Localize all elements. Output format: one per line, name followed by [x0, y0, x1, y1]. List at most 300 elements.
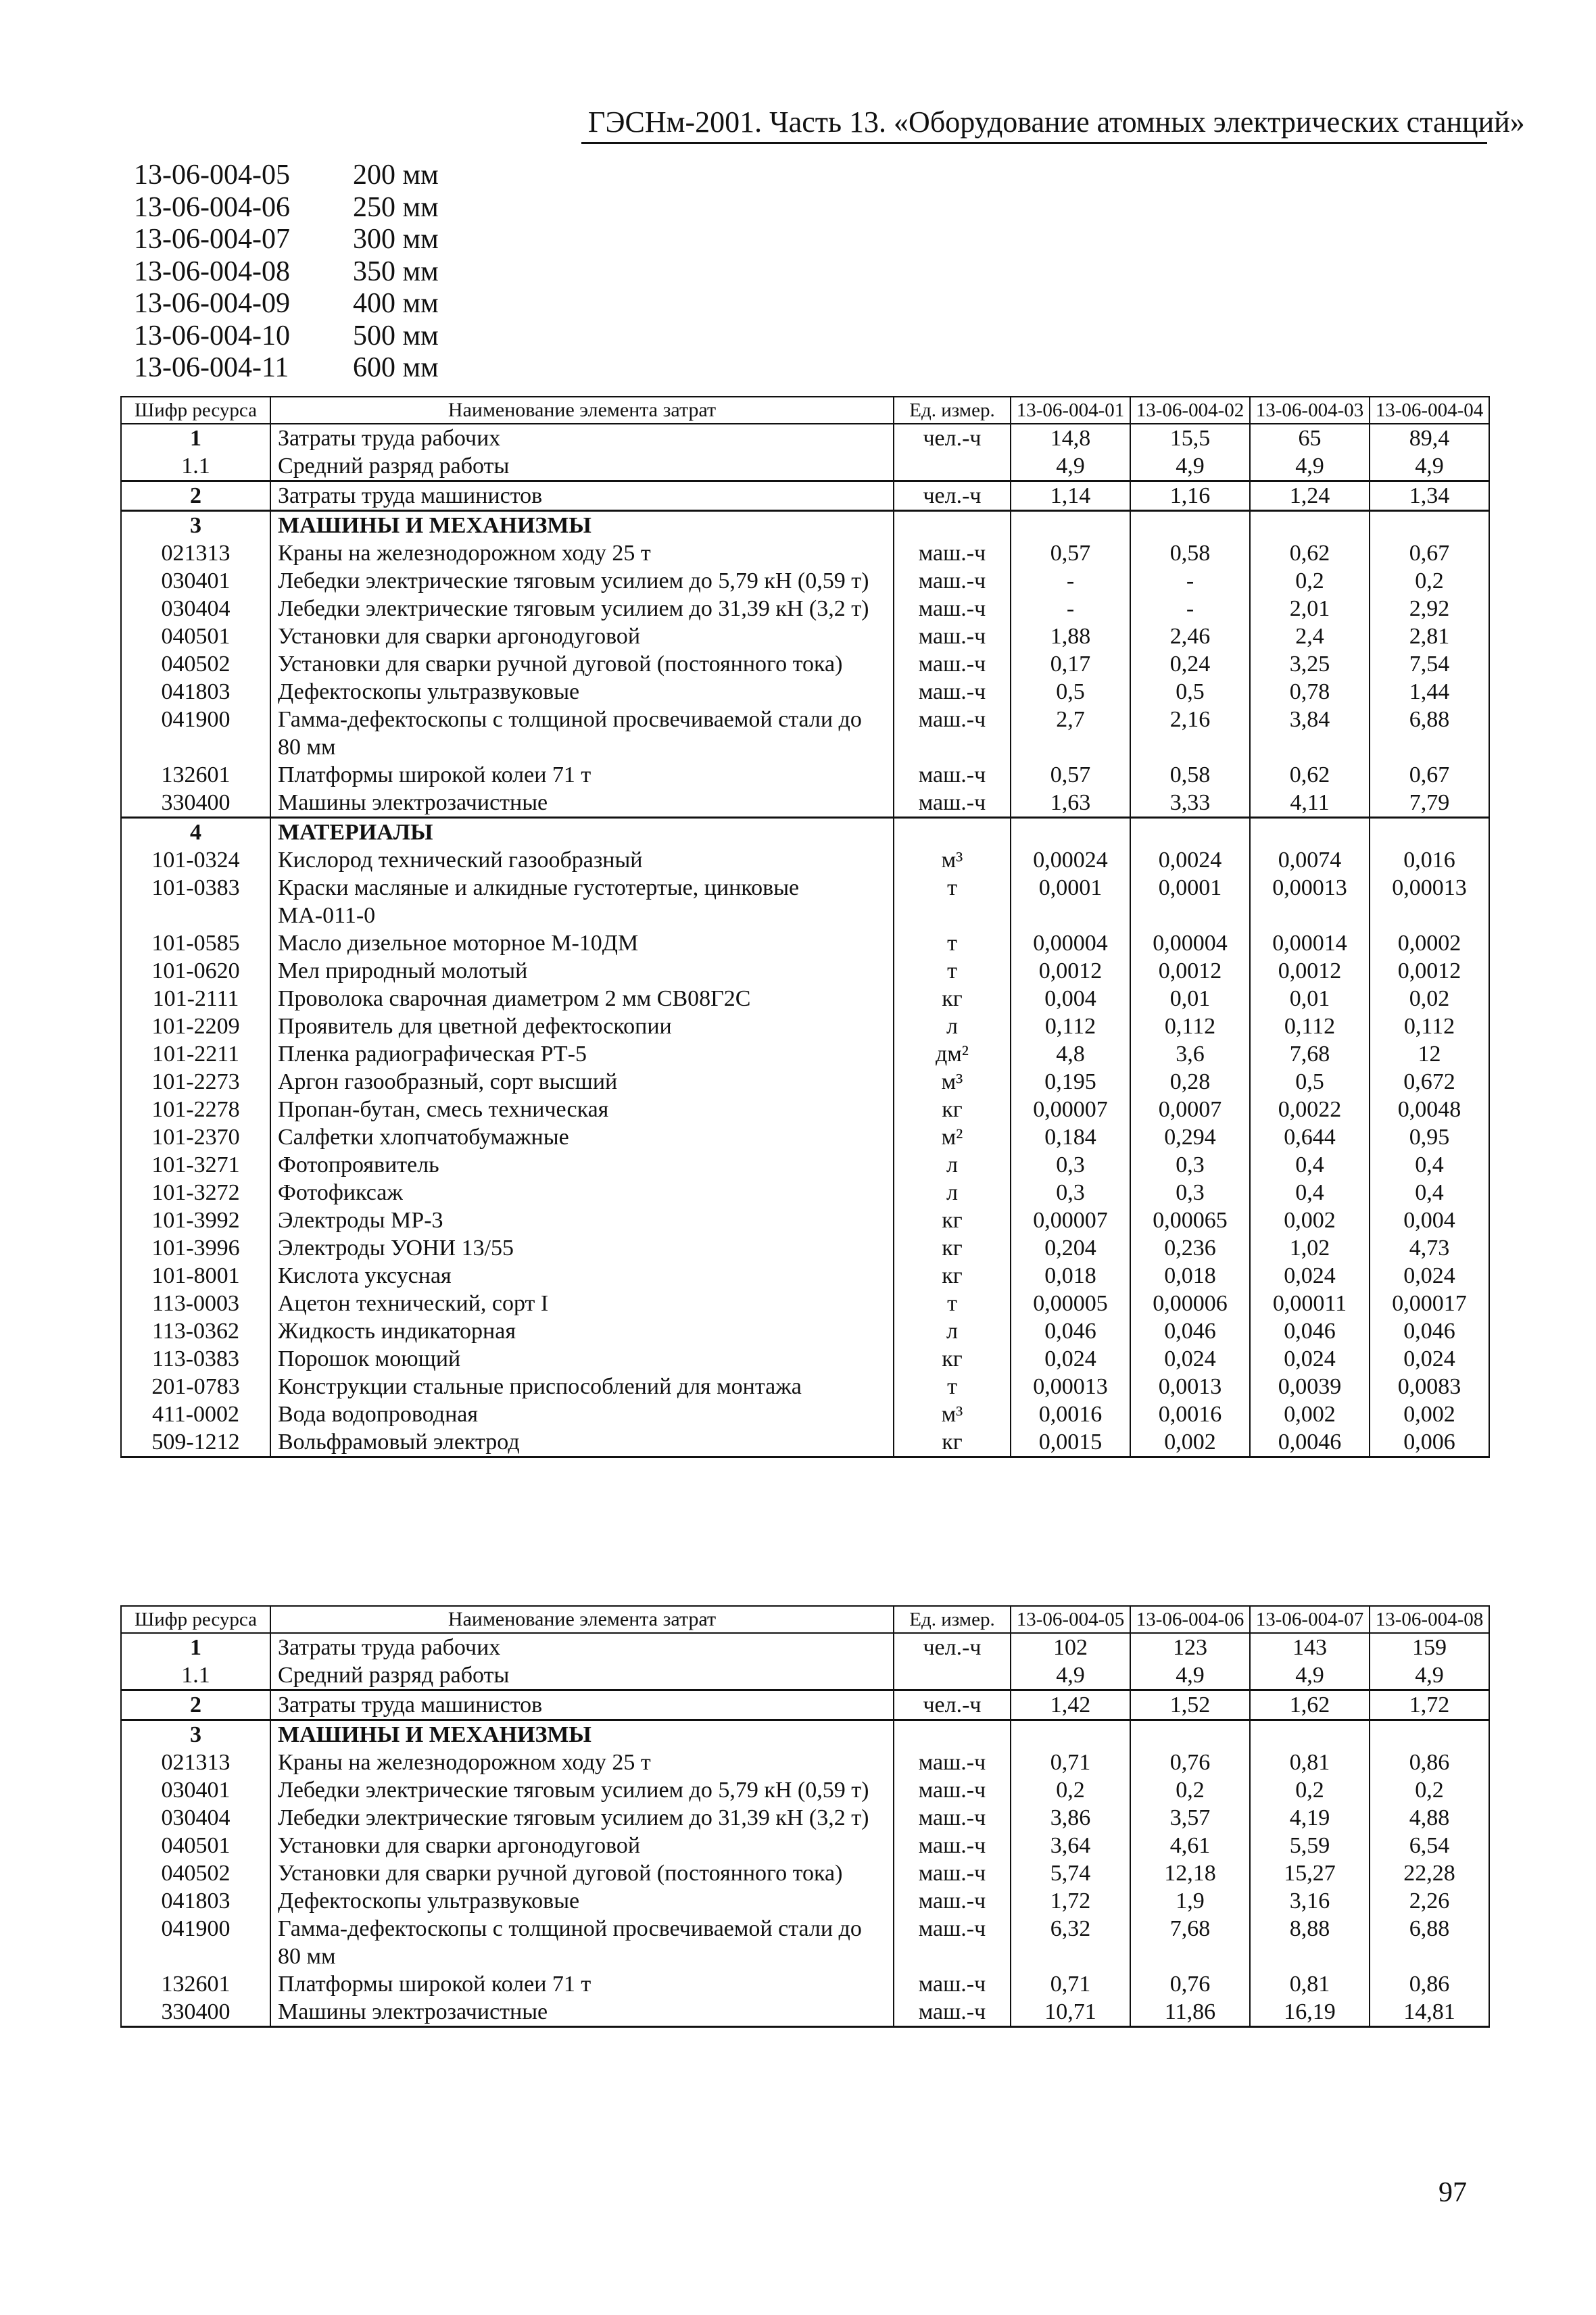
table-row [121, 1887, 1489, 1915]
cell-value: 3,25 [1250, 650, 1370, 678]
cell-unit: л [894, 1317, 1011, 1345]
table-2-body [121, 1606, 1489, 2027]
table-row [121, 678, 1489, 706]
code-list [134, 160, 439, 385]
cell-name: Краны на железнодорожном ходу 25 т [270, 539, 894, 567]
cell-name: Электроды МР-3 [270, 1207, 894, 1234]
table-row [121, 1345, 1489, 1373]
table-row [121, 623, 1489, 650]
table-row [121, 650, 1489, 678]
cell-value: 0,71 [1011, 1970, 1130, 1998]
cell-unit: маш.-ч [894, 706, 1011, 761]
cell-code: 040501 [121, 623, 270, 650]
cell-unit: маш.-ч [894, 1998, 1011, 2027]
cell-code: 101-2278 [121, 1096, 270, 1123]
table-row [121, 567, 1489, 595]
cell-unit: т [894, 929, 1011, 957]
cell-value: 0,0016 [1130, 1400, 1250, 1428]
cell-value: 10,71 [1011, 1998, 1130, 2027]
cell-value: 4,88 [1370, 1804, 1489, 1832]
cell-name: Затраты труда машинистов [270, 481, 894, 511]
cell-code: 1 [121, 424, 270, 452]
cell-value: 3,84 [1250, 706, 1370, 761]
cell-value: 0,0046 [1250, 1428, 1370, 1457]
cell-unit: маш.-ч [894, 1832, 1011, 1859]
code-list-code: 13-06-004-06 [134, 191, 290, 223]
cell-value: 0,76 [1130, 1749, 1250, 1776]
cell-unit: м³ [894, 846, 1011, 874]
cell-value: 0,24 [1130, 650, 1250, 678]
cell-name: МАШИНЫ И МЕХАНИЗМЫ [270, 1720, 894, 1749]
cell-name: Платформы широкой колеи 71 т [270, 1970, 894, 1998]
table-row [121, 929, 1489, 957]
cell-name: Затраты труда машинистов [270, 1690, 894, 1720]
cell-value: 0,00024 [1011, 846, 1130, 874]
cell-unit: л [894, 1013, 1011, 1040]
cell-value: 4,9 [1130, 1661, 1250, 1690]
table-row [121, 1068, 1489, 1096]
cell-value: 0,00065 [1130, 1207, 1250, 1234]
cell-unit [894, 1661, 1011, 1690]
header-code: Шифр ресурса [121, 397, 270, 424]
cell-value: - [1011, 567, 1130, 595]
cell-value: 0,3 [1130, 1179, 1250, 1207]
cell-value: 0,195 [1011, 1068, 1130, 1096]
table-row [121, 1720, 1489, 1749]
cell-value: 0,002 [1130, 1428, 1250, 1457]
cell-code: 030404 [121, 1804, 270, 1832]
cell-value: 102 [1011, 1633, 1130, 1661]
cell-unit: кг [894, 1428, 1011, 1457]
cell-name: Установки для сварки ручной дуговой (постоянного тока) [270, 1859, 894, 1887]
cell-code: 101-2209 [121, 1013, 270, 1040]
cell-value: 0,00011 [1250, 1290, 1370, 1317]
cell-name: Дефектоскопы ультразвуковые [270, 1887, 894, 1915]
code-list-item [134, 320, 439, 353]
cell-code: 040502 [121, 650, 270, 678]
cell-value: 123 [1130, 1633, 1250, 1661]
cell-value: 0,204 [1011, 1234, 1130, 1262]
cell-unit: маш.-ч [894, 623, 1011, 650]
cell-value: 0,016 [1370, 846, 1489, 874]
code-list-size: 400 мм [353, 288, 439, 319]
cell-unit: т [894, 1290, 1011, 1317]
cell-value: 0,004 [1011, 985, 1130, 1013]
cell-value: 0,5 [1011, 678, 1130, 706]
header-rule [581, 142, 1487, 144]
cell-value: 0,046 [1011, 1317, 1130, 1345]
cell-name: Жидкость индикаторная [270, 1317, 894, 1345]
cell-value [1250, 1720, 1370, 1749]
table-row [121, 874, 1489, 929]
cell-value: 1,63 [1011, 789, 1130, 818]
cell-value: 0,95 [1370, 1123, 1489, 1151]
cell-unit [894, 1720, 1011, 1749]
cell-unit: м² [894, 1123, 1011, 1151]
cell-unit: маш.-ч [894, 567, 1011, 595]
cell-unit: л [894, 1179, 1011, 1207]
cell-name: Платформы широкой колеи 71 т [270, 761, 894, 789]
cell-value: 0,294 [1130, 1123, 1250, 1151]
cell-value: 0,57 [1011, 539, 1130, 567]
cell-value: 1,9 [1130, 1887, 1250, 1915]
cell-name: Лебедки электрические тяговым усилием до 31,39 кН (3,2 т) [270, 595, 894, 623]
cell-value: 0,4 [1370, 1151, 1489, 1179]
cell-value: 4,61 [1130, 1832, 1250, 1859]
cell-code: 041900 [121, 706, 270, 761]
cell-value: 0,00004 [1011, 929, 1130, 957]
cell-code: 040501 [121, 1832, 270, 1859]
cell-value: 2,01 [1250, 595, 1370, 623]
cell-value: 6,54 [1370, 1832, 1489, 1859]
cell-value: 15,5 [1130, 424, 1250, 452]
cell-value: 1,24 [1250, 481, 1370, 511]
cell-value: 0,78 [1250, 678, 1370, 706]
cell-name: Пленка радиографическая РТ-5 [270, 1040, 894, 1068]
cell-unit: чел.-ч [894, 1633, 1011, 1661]
header-column: 13-06-004-04 [1370, 397, 1489, 424]
cell-value: 0,81 [1250, 1970, 1370, 1998]
cell-unit: маш.-ч [894, 1859, 1011, 1887]
cell-value: 0,002 [1370, 1400, 1489, 1428]
header-column: 13-06-004-01 [1011, 397, 1130, 424]
cell-value: 1,62 [1250, 1690, 1370, 1720]
cell-value: 0,018 [1130, 1262, 1250, 1290]
code-list-size: 300 мм [353, 224, 439, 255]
header-code: Шифр ресурса [121, 1606, 270, 1633]
cell-value: 0,00004 [1130, 929, 1250, 957]
cell-value [1370, 511, 1489, 540]
table-row [121, 539, 1489, 567]
cell-unit: маш.-ч [894, 650, 1011, 678]
cell-value: 4,9 [1011, 1661, 1130, 1690]
cell-value: 0,2 [1370, 1776, 1489, 1804]
cell-unit: чел.-ч [894, 1690, 1011, 1720]
cell-value: 6,32 [1011, 1915, 1130, 1970]
cell-unit: маш.-ч [894, 1970, 1011, 1998]
table-row [121, 1633, 1489, 1661]
cell-value: 0,00007 [1011, 1207, 1130, 1234]
cell-value: 0,0012 [1130, 957, 1250, 985]
cell-value: 4,9 [1011, 452, 1130, 481]
cell-name: Фотопроявитель [270, 1151, 894, 1179]
table-row [121, 452, 1489, 481]
cell-value: 3,16 [1250, 1887, 1370, 1915]
cell-name: Масло дизельное моторное М-10ДМ [270, 929, 894, 957]
cell-value: 0,62 [1250, 539, 1370, 567]
cell-name: Фотофиксаж [270, 1179, 894, 1207]
cell-unit: маш.-ч [894, 678, 1011, 706]
cell-unit: чел.-ч [894, 424, 1011, 452]
cell-value: 0,62 [1250, 761, 1370, 789]
cell-value: 0,0007 [1130, 1096, 1250, 1123]
cell-unit: т [894, 874, 1011, 929]
cell-value: 0,57 [1011, 761, 1130, 789]
cell-code: 1.1 [121, 452, 270, 481]
cell-name: Лебедки электрические тяговым усилием до 5,79 кН (0,59 т) [270, 1776, 894, 1804]
cell-code: 3 [121, 511, 270, 540]
page-header: ГЭСНм-2001. Часть 13. «Оборудование атомных электрических станций» [588, 105, 1525, 139]
cell-value: 0,3 [1130, 1151, 1250, 1179]
header-unit: Ед. измер. [894, 397, 1011, 424]
cell-name: Салфетки хлопчатобумажные [270, 1123, 894, 1151]
code-list-item [134, 256, 439, 289]
cell-value: 0,86 [1370, 1970, 1489, 1998]
cell-value: 0,024 [1011, 1345, 1130, 1373]
cell-name: Затраты труда рабочих [270, 424, 894, 452]
cell-value: 0,672 [1370, 1068, 1489, 1096]
cell-value: 6,88 [1370, 1915, 1489, 1970]
table-row [121, 985, 1489, 1013]
cell-value: 14,8 [1011, 424, 1130, 452]
cell-value: 0,17 [1011, 650, 1130, 678]
cell-code: 1.1 [121, 1661, 270, 1690]
cell-value [1130, 511, 1250, 540]
cell-name: Установки для сварки аргонодуговой [270, 1832, 894, 1859]
header-name: Наименование элемента затрат [270, 397, 894, 424]
cell-value: 0,00006 [1130, 1290, 1250, 1317]
cell-unit: т [894, 1373, 1011, 1400]
cell-value: 0,112 [1011, 1013, 1130, 1040]
cell-value [1250, 818, 1370, 847]
code-list-code: 13-06-004-10 [134, 320, 290, 351]
cell-value: 15,27 [1250, 1859, 1370, 1887]
cell-value: 0,0012 [1250, 957, 1370, 985]
cell-value: 0,5 [1250, 1068, 1370, 1096]
cell-value: 0,00005 [1011, 1290, 1130, 1317]
code-list-code: 13-06-004-05 [134, 160, 290, 191]
cell-value: 0,0012 [1011, 957, 1130, 985]
cell-name: Аргон газообразный, сорт высший [270, 1068, 894, 1096]
cell-code: 101-3996 [121, 1234, 270, 1262]
cell-value: 0,018 [1011, 1262, 1130, 1290]
cell-value: 0,046 [1370, 1317, 1489, 1345]
cell-value: 2,4 [1250, 623, 1370, 650]
cell-value: 143 [1250, 1633, 1370, 1661]
table-header-row [121, 397, 1489, 424]
cell-value [1250, 511, 1370, 540]
cell-name: Средний разряд работы [270, 1661, 894, 1690]
resource-table-1 [120, 396, 1490, 1458]
cell-value: 0,112 [1370, 1013, 1489, 1040]
cell-name: МАШИНЫ И МЕХАНИЗМЫ [270, 511, 894, 540]
cell-value: 8,88 [1250, 1915, 1370, 1970]
cell-unit: маш.-ч [894, 1804, 1011, 1832]
cell-code: 2 [121, 1690, 270, 1720]
cell-code: 101-2273 [121, 1068, 270, 1096]
cell-code: 030401 [121, 567, 270, 595]
cell-unit: кг [894, 985, 1011, 1013]
cell-value: 0,024 [1370, 1262, 1489, 1290]
cell-name: Краны на железнодорожном ходу 25 т [270, 1749, 894, 1776]
cell-value: 0,0015 [1011, 1428, 1130, 1457]
cell-value: 3,86 [1011, 1804, 1130, 1832]
cell-value: 4,8 [1011, 1040, 1130, 1068]
cell-value: 2,81 [1370, 623, 1489, 650]
cell-value: 7,68 [1250, 1040, 1370, 1068]
cell-code: 2 [121, 481, 270, 511]
cell-value: 0,3 [1011, 1179, 1130, 1207]
cell-name: Мел природный молотый [270, 957, 894, 985]
cell-value: 0,024 [1250, 1345, 1370, 1373]
cell-unit: л [894, 1151, 1011, 1179]
cell-code: 113-0003 [121, 1290, 270, 1317]
cell-name: Вода водопроводная [270, 1400, 894, 1428]
cell-value: 0,236 [1130, 1234, 1250, 1262]
cell-value: 2,26 [1370, 1887, 1489, 1915]
header-column: 13-06-004-06 [1130, 1606, 1250, 1633]
cell-code: 101-0620 [121, 957, 270, 985]
cell-value: 1,52 [1130, 1690, 1250, 1720]
cell-name: Кислород технический газообразный [270, 846, 894, 874]
cell-name: Краски масляные и алкидные густотертые, цинковые МА-011-0 [270, 874, 894, 929]
cell-value: 2,7 [1011, 706, 1130, 761]
cell-name: Вольфрамовый электрод [270, 1428, 894, 1457]
cell-value: 2,16 [1130, 706, 1250, 761]
cell-value: 1,34 [1370, 481, 1489, 511]
cell-name: Лебедки электрические тяговым усилием до 31,39 кН (3,2 т) [270, 1804, 894, 1832]
cell-value: 0,01 [1250, 985, 1370, 1013]
cell-value: 12 [1370, 1040, 1489, 1068]
cell-name: Проявитель для цветной дефектоскопии [270, 1013, 894, 1040]
cell-value: 4,73 [1370, 1234, 1489, 1262]
table-row [121, 1207, 1489, 1234]
cell-value: 1,44 [1370, 678, 1489, 706]
table-row [121, 1998, 1489, 2027]
cell-name: Гамма-дефектоскопы с толщиной просвечиваемой стали до 80 мм [270, 706, 894, 761]
header-column: 13-06-004-08 [1370, 1606, 1489, 1633]
cell-value: 0,2 [1011, 1776, 1130, 1804]
cell-value: 0,0039 [1250, 1373, 1370, 1400]
cell-name: Гамма-дефектоскопы с толщиной просвечиваемой стали до 80 мм [270, 1915, 894, 1970]
cell-value: 0,71 [1011, 1749, 1130, 1776]
cell-unit [894, 818, 1011, 847]
cell-unit: маш.-ч [894, 1776, 1011, 1804]
cell-value: 0,00013 [1011, 1373, 1130, 1400]
table-row [121, 789, 1489, 818]
cell-unit [894, 511, 1011, 540]
table-row [121, 1776, 1489, 1804]
header-name: Наименование элемента затрат [270, 1606, 894, 1633]
cell-value: 0,00013 [1250, 874, 1370, 929]
cell-value: - [1130, 595, 1250, 623]
cell-value: 0,67 [1370, 761, 1489, 789]
cell-value: 0,58 [1130, 539, 1250, 567]
cell-value [1130, 1720, 1250, 1749]
cell-value: 4,9 [1130, 452, 1250, 481]
cell-value: 0,002 [1250, 1207, 1370, 1234]
cell-value: 0,0022 [1250, 1096, 1370, 1123]
cell-value: 1,88 [1011, 623, 1130, 650]
cell-value: 12,18 [1130, 1859, 1250, 1887]
table-row [121, 1915, 1489, 1970]
cell-value: 0,67 [1370, 539, 1489, 567]
cell-value: 0,0001 [1011, 874, 1130, 929]
cell-unit: маш.-ч [894, 539, 1011, 567]
table-row [121, 1123, 1489, 1151]
table-1-body [121, 397, 1489, 1457]
cell-unit: маш.-ч [894, 1749, 1011, 1776]
table-row [121, 761, 1489, 789]
cell-value: 1,16 [1130, 481, 1250, 511]
cell-name: Конструкции стальные приспособлений для монтажа [270, 1373, 894, 1400]
cell-code: 101-3992 [121, 1207, 270, 1234]
cell-code: 113-0362 [121, 1317, 270, 1345]
cell-value: 0,184 [1011, 1123, 1130, 1151]
cell-unit: м³ [894, 1068, 1011, 1096]
cell-value [1370, 818, 1489, 847]
cell-value [1130, 818, 1250, 847]
cell-value: 4,9 [1250, 452, 1370, 481]
cell-name: Порошок моющий [270, 1345, 894, 1373]
cell-value: 7,54 [1370, 650, 1489, 678]
cell-value: 7,68 [1130, 1915, 1250, 1970]
cell-code: 101-8001 [121, 1262, 270, 1290]
cell-unit: маш.-ч [894, 789, 1011, 818]
cell-value: 0,006 [1370, 1428, 1489, 1457]
cell-value: 0,0001 [1130, 874, 1250, 929]
table-row [121, 1096, 1489, 1123]
code-list-code: 13-06-004-08 [134, 255, 290, 287]
cell-code: 3 [121, 1720, 270, 1749]
cell-code: 021313 [121, 1749, 270, 1776]
cell-value: 11,86 [1130, 1998, 1250, 2027]
cell-value: 0,0002 [1370, 929, 1489, 957]
cell-value: 0,00007 [1011, 1096, 1130, 1123]
table-row [121, 1234, 1489, 1262]
table-row [121, 1151, 1489, 1179]
cell-value: 0,2 [1370, 567, 1489, 595]
cell-value: 2,92 [1370, 595, 1489, 623]
cell-value [1370, 1720, 1489, 1749]
cell-code: 041803 [121, 1887, 270, 1915]
cell-value: 0,112 [1250, 1013, 1370, 1040]
cell-value: 4,19 [1250, 1804, 1370, 1832]
cell-unit: кг [894, 1207, 1011, 1234]
cell-name: Проволока сварочная диаметром 2 мм СВ08Г2С [270, 985, 894, 1013]
header-column: 13-06-004-05 [1011, 1606, 1130, 1633]
cell-value: 0,86 [1370, 1749, 1489, 1776]
table-row [121, 1428, 1489, 1457]
cell-code: 101-3271 [121, 1151, 270, 1179]
table-row [121, 424, 1489, 452]
cell-unit: кг [894, 1345, 1011, 1373]
table-row [121, 511, 1489, 540]
cell-value: 0,01 [1130, 985, 1250, 1013]
table-row [121, 818, 1489, 847]
cell-value: 0,024 [1130, 1345, 1250, 1373]
cell-value: 0,644 [1250, 1123, 1370, 1151]
page-number: 97 [1438, 2177, 1467, 2208]
cell-name: Средний разряд работы [270, 452, 894, 481]
code-list-item [134, 352, 439, 385]
cell-value [1011, 818, 1130, 847]
cell-name: Пропан-бутан, смесь техническая [270, 1096, 894, 1123]
cell-value: 0,2 [1250, 1776, 1370, 1804]
cell-value [1011, 1720, 1130, 1749]
code-list-size: 500 мм [353, 320, 439, 351]
table-row [121, 1690, 1489, 1720]
code-list-size: 250 мм [353, 191, 439, 223]
cell-value: 3,33 [1130, 789, 1250, 818]
cell-value: 0,3 [1011, 1151, 1130, 1179]
table-row [121, 1317, 1489, 1345]
cell-value: 0,2 [1130, 1776, 1250, 1804]
code-list-item [134, 192, 439, 224]
code-list-code: 13-06-004-07 [134, 224, 290, 255]
cell-value: 0,046 [1130, 1317, 1250, 1345]
cell-code: 330400 [121, 1998, 270, 2027]
